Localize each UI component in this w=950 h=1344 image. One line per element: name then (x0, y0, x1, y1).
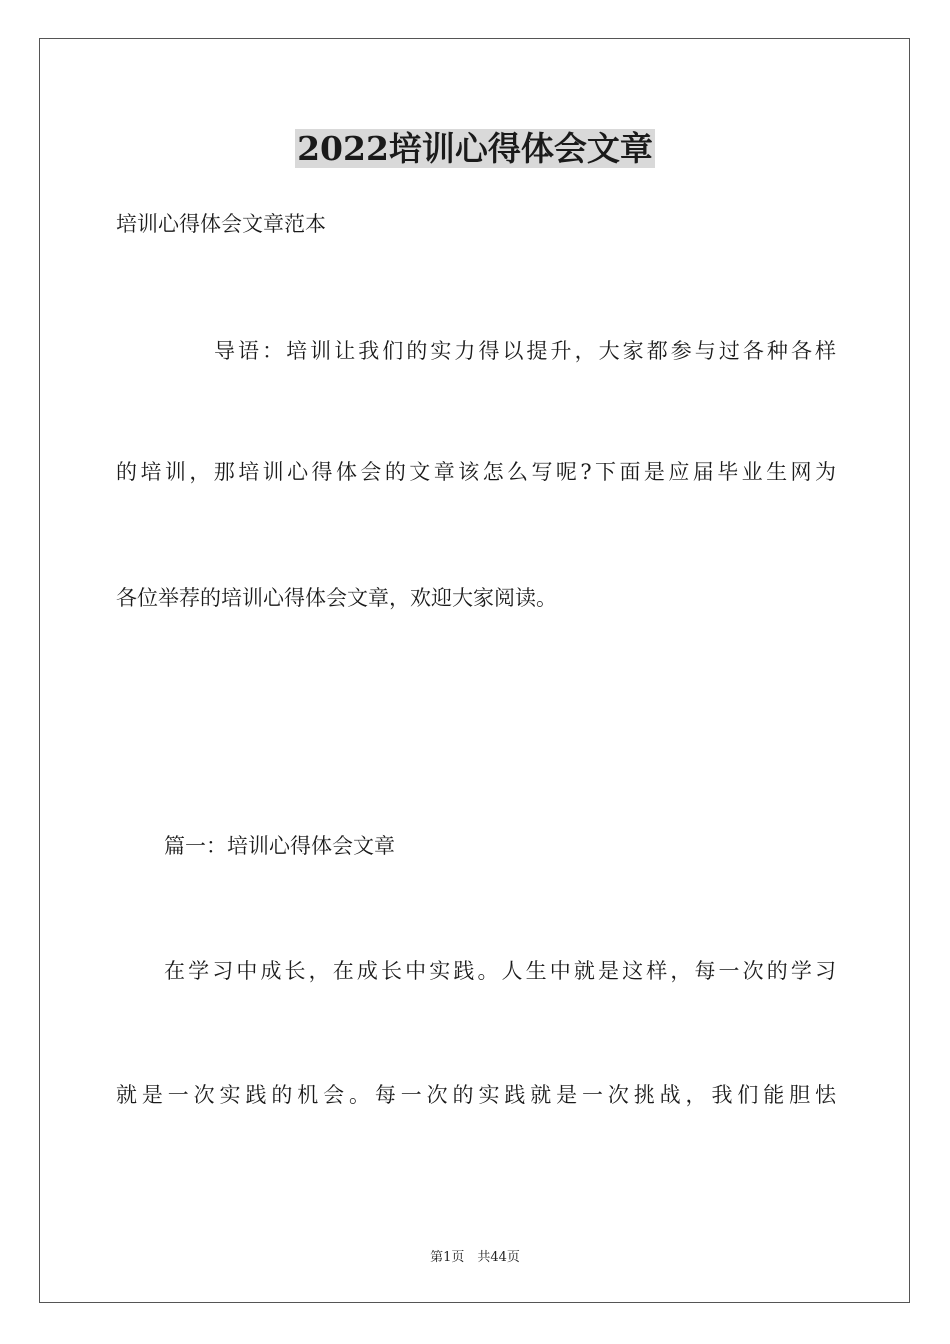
document-title-text: 2022培训心得体会文章 (297, 129, 653, 168)
document-subtitle: 培训心得体会文章范本 (116, 212, 326, 236)
paragraph-line-4: 在学习中成长，在成长中实践。人生中就是这样，每一次的学习 (164, 959, 836, 983)
paragraph-line-3: 各位举荐的培训心得体会文章，欢迎大家阅读。 (116, 586, 557, 610)
section-heading: 篇一：培训心得体会文章 (164, 834, 395, 858)
paragraph-line-5: 就是一次实践的机会。每一次的实践就是一次挑战，我们能胆怯 (116, 1083, 836, 1107)
paragraph-line-2: 的培训，那培训心得体会的文章该怎么写呢?下面是应届毕业生网为 (116, 460, 836, 484)
document-title (0, 128, 950, 170)
paragraph-line-1: 导语：培训让我们的实力得以提升，大家都参与过各种各样 (214, 339, 836, 363)
page-footer: 第1页 共44页 (430, 1250, 520, 1265)
